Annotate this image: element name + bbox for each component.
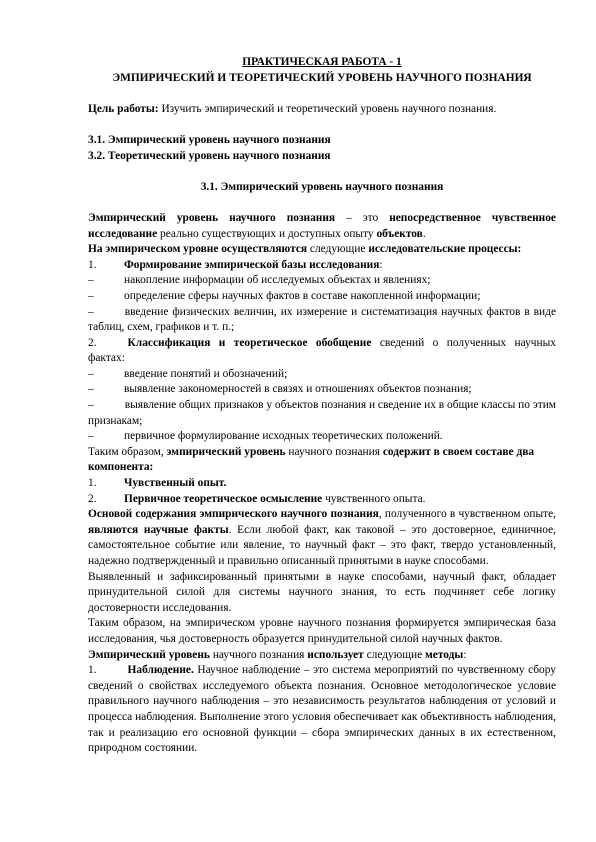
list-item: 2. Первичное теоретическое осмысление чувственного опыта. — [88, 492, 426, 505]
sub-list-item: – первичное формулирование исходных теоретических положений. — [88, 430, 443, 443]
sub-list-item: – определение сферы научных фактов в составе накопленной информации; — [88, 289, 481, 302]
methods-intro: Эмпирический уровень научного познания использует следующие методы: — [88, 648, 467, 661]
fact-paragraph: Выявленный и зафиксированный принятыми в науке способами, научный факт, обладает принудительной силой для системы научного знания, то есть подчиняет себе логику достоверности исследования. — [88, 570, 556, 614]
sub-list-item: – введение понятий и обозначений; — [88, 367, 288, 380]
sub-list-item: – выявление закономерностей в связях и отношениях объектов познания; — [88, 383, 472, 396]
list-item: 1. Формирование эмпирической базы исследования: — [88, 258, 383, 271]
toc-item: 3.1. Эмпирический уровень научного познания — [88, 133, 331, 146]
sub-list-item: – накопление информации об исследуемых объектах и явлениях; — [88, 274, 431, 287]
components-intro: Таким образом, эмпирический уровень научного познания содержит в своем составе два компонента: — [88, 445, 535, 474]
observation-paragraph: 1. Наблюдение. Научное наблюдение – это система мероприятий по чувственному сбору сведений о свойствах исследуемого объекта познания. Основное методологическое условие правильного научного наблюдения – это независимость результатов наблюдения от условий и процесса наблюдения. Выполнение этого условия обеспечивает как объективность наблюдения, так и реализацию его основной функции – сбора эмпирических данных в их естественном, природном состоянии. — [88, 664, 556, 755]
list-item: 2. Классификация и теоретическое обобщение сведений о полученных научных фактах: — [88, 336, 556, 365]
base-paragraph: Таким образом, на эмпирическом уровне научного познания формируется эмпирическая база исследования, чья достоверность образуется принудительной силой научных фактов. — [88, 617, 556, 645]
goal-label: Цель работы: — [88, 102, 159, 115]
definition-paragraph: Эмпирический уровень научного познания – это непосредственное чувственное исследование реально существующих и доступных опыту объектов. — [88, 211, 556, 240]
sub-list-item: – выявление общих признаков у объектов познания и сведение их в общие классы по этим признакам; — [88, 399, 556, 427]
list-item: 1. Чувственный опыт. — [88, 477, 227, 490]
goal-line — [88, 102, 556, 118]
processes-intro: На эмпирическом уровне осуществляются следующие исследовательские процессы: — [88, 243, 522, 256]
work-title: ПРАКТИЧЕСКАЯ РАБОТА - 1 — [242, 56, 402, 68]
section-title: 3.1. Эмпирический уровень научного познания — [200, 180, 444, 193]
sub-list-item: – введение физических величин, их измерение и систематизация научных фактов в виде таблиц, схем, графиков и т. п.; — [88, 305, 556, 334]
toc-item: 3.2. Теоретический уровень научного познания — [88, 149, 331, 162]
basis-paragraph: Основой содержания эмпирического научного познания, полученного в чувственном опыте, являются научные факты. Если любой факт, как таковой – это достоверное, единичное, самостоятельное событие или явление, то научный факт – это факт, твердо установленный, надежно подтвержденный и правильно описанный принятыми в науке способами. — [88, 508, 556, 567]
goal-text: Изучить эмпирический и теоретический уровень научного познания. — [158, 102, 497, 115]
topic-title: ЭМПИРИЧЕСКИЙ И ТЕОРЕТИЧЕСКИЙ УРОВЕНЬ НАУЧНОГО ПОЗНАНИЯ — [112, 71, 532, 84]
